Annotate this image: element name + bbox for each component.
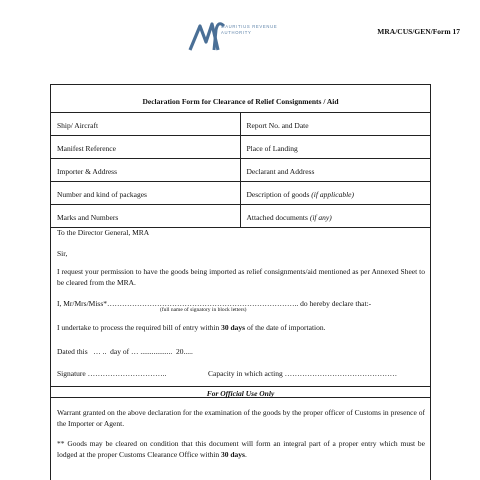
field-description-of-goods[interactable]: Description of goods (if applicable) — [246, 190, 354, 199]
form-row — [51, 159, 430, 182]
form-row — [51, 205, 430, 228]
logo-text: MAURITIUS REVENUE AUTHORITY — [221, 24, 278, 35]
request-paragraph: I request your permission to have the goods being imported as relief consignments/aid mentioned as per Annexed Sheet to be cleared from the MRA. — [57, 267, 425, 287]
form-row — [51, 136, 430, 159]
name-field[interactable]: …………………………………………………………………. — [107, 299, 297, 308]
capacity-field[interactable]: Capacity in which acting ……………………………………… — [208, 369, 398, 378]
field-manifest-reference[interactable]: Manifest Reference — [51, 136, 241, 158]
signature-field[interactable]: Signature ………………………….. — [57, 369, 167, 378]
form-title: Declaration Form for Clearance of Relief Consignments / Aid — [51, 85, 430, 113]
salutation: Sir, — [57, 249, 68, 258]
form-row — [51, 113, 430, 136]
form-code: MRA/CUS/GEN/Form 17 — [377, 27, 460, 36]
official-use-header: For Official Use Only — [50, 386, 431, 398]
addressee: To the Director General, MRA — [57, 228, 150, 237]
field-declarant-address[interactable]: Declarant and Address — [246, 167, 315, 176]
field-packages[interactable]: Number and kind of packages — [51, 182, 241, 204]
field-ship-aircraft[interactable]: Ship/ Aircraft — [51, 113, 241, 135]
conditions-note: ** Goods may be cleared on condition that this document will form an integral part of a proper entry which must be lodged at the proper Customs Clearance Office within 30 days. — [57, 439, 425, 459]
mra-logo — [188, 16, 298, 56]
field-importer-address[interactable]: Importer & Address — [51, 159, 241, 181]
undertake-line: I undertake to process the required bill of entry within 30 days of the date of importation. — [57, 323, 326, 332]
dated-field[interactable]: Dated this … .. day of … ................. 20..... — [57, 347, 193, 356]
name-note: (full name of signatory in block letters) — [160, 307, 247, 313]
field-marks-numbers[interactable]: Marks and Numbers — [51, 205, 241, 227]
warrant-paragraph: Warrant granted on the above declaration for the examination of the goods by the proper officer of Customs in presence of the Importer or Agent. — [57, 408, 425, 428]
declaration-line: I, Mr/Mrs/Miss*………………………………………………………………….. do hereby declare that:- — [57, 299, 372, 308]
field-attached-documents[interactable]: Attached documents (if any) — [246, 213, 332, 222]
field-place-of-landing[interactable]: Place of Landing — [246, 144, 298, 153]
form-row — [51, 182, 430, 205]
field-report-no-date[interactable]: Report No. and Date — [246, 121, 309, 130]
